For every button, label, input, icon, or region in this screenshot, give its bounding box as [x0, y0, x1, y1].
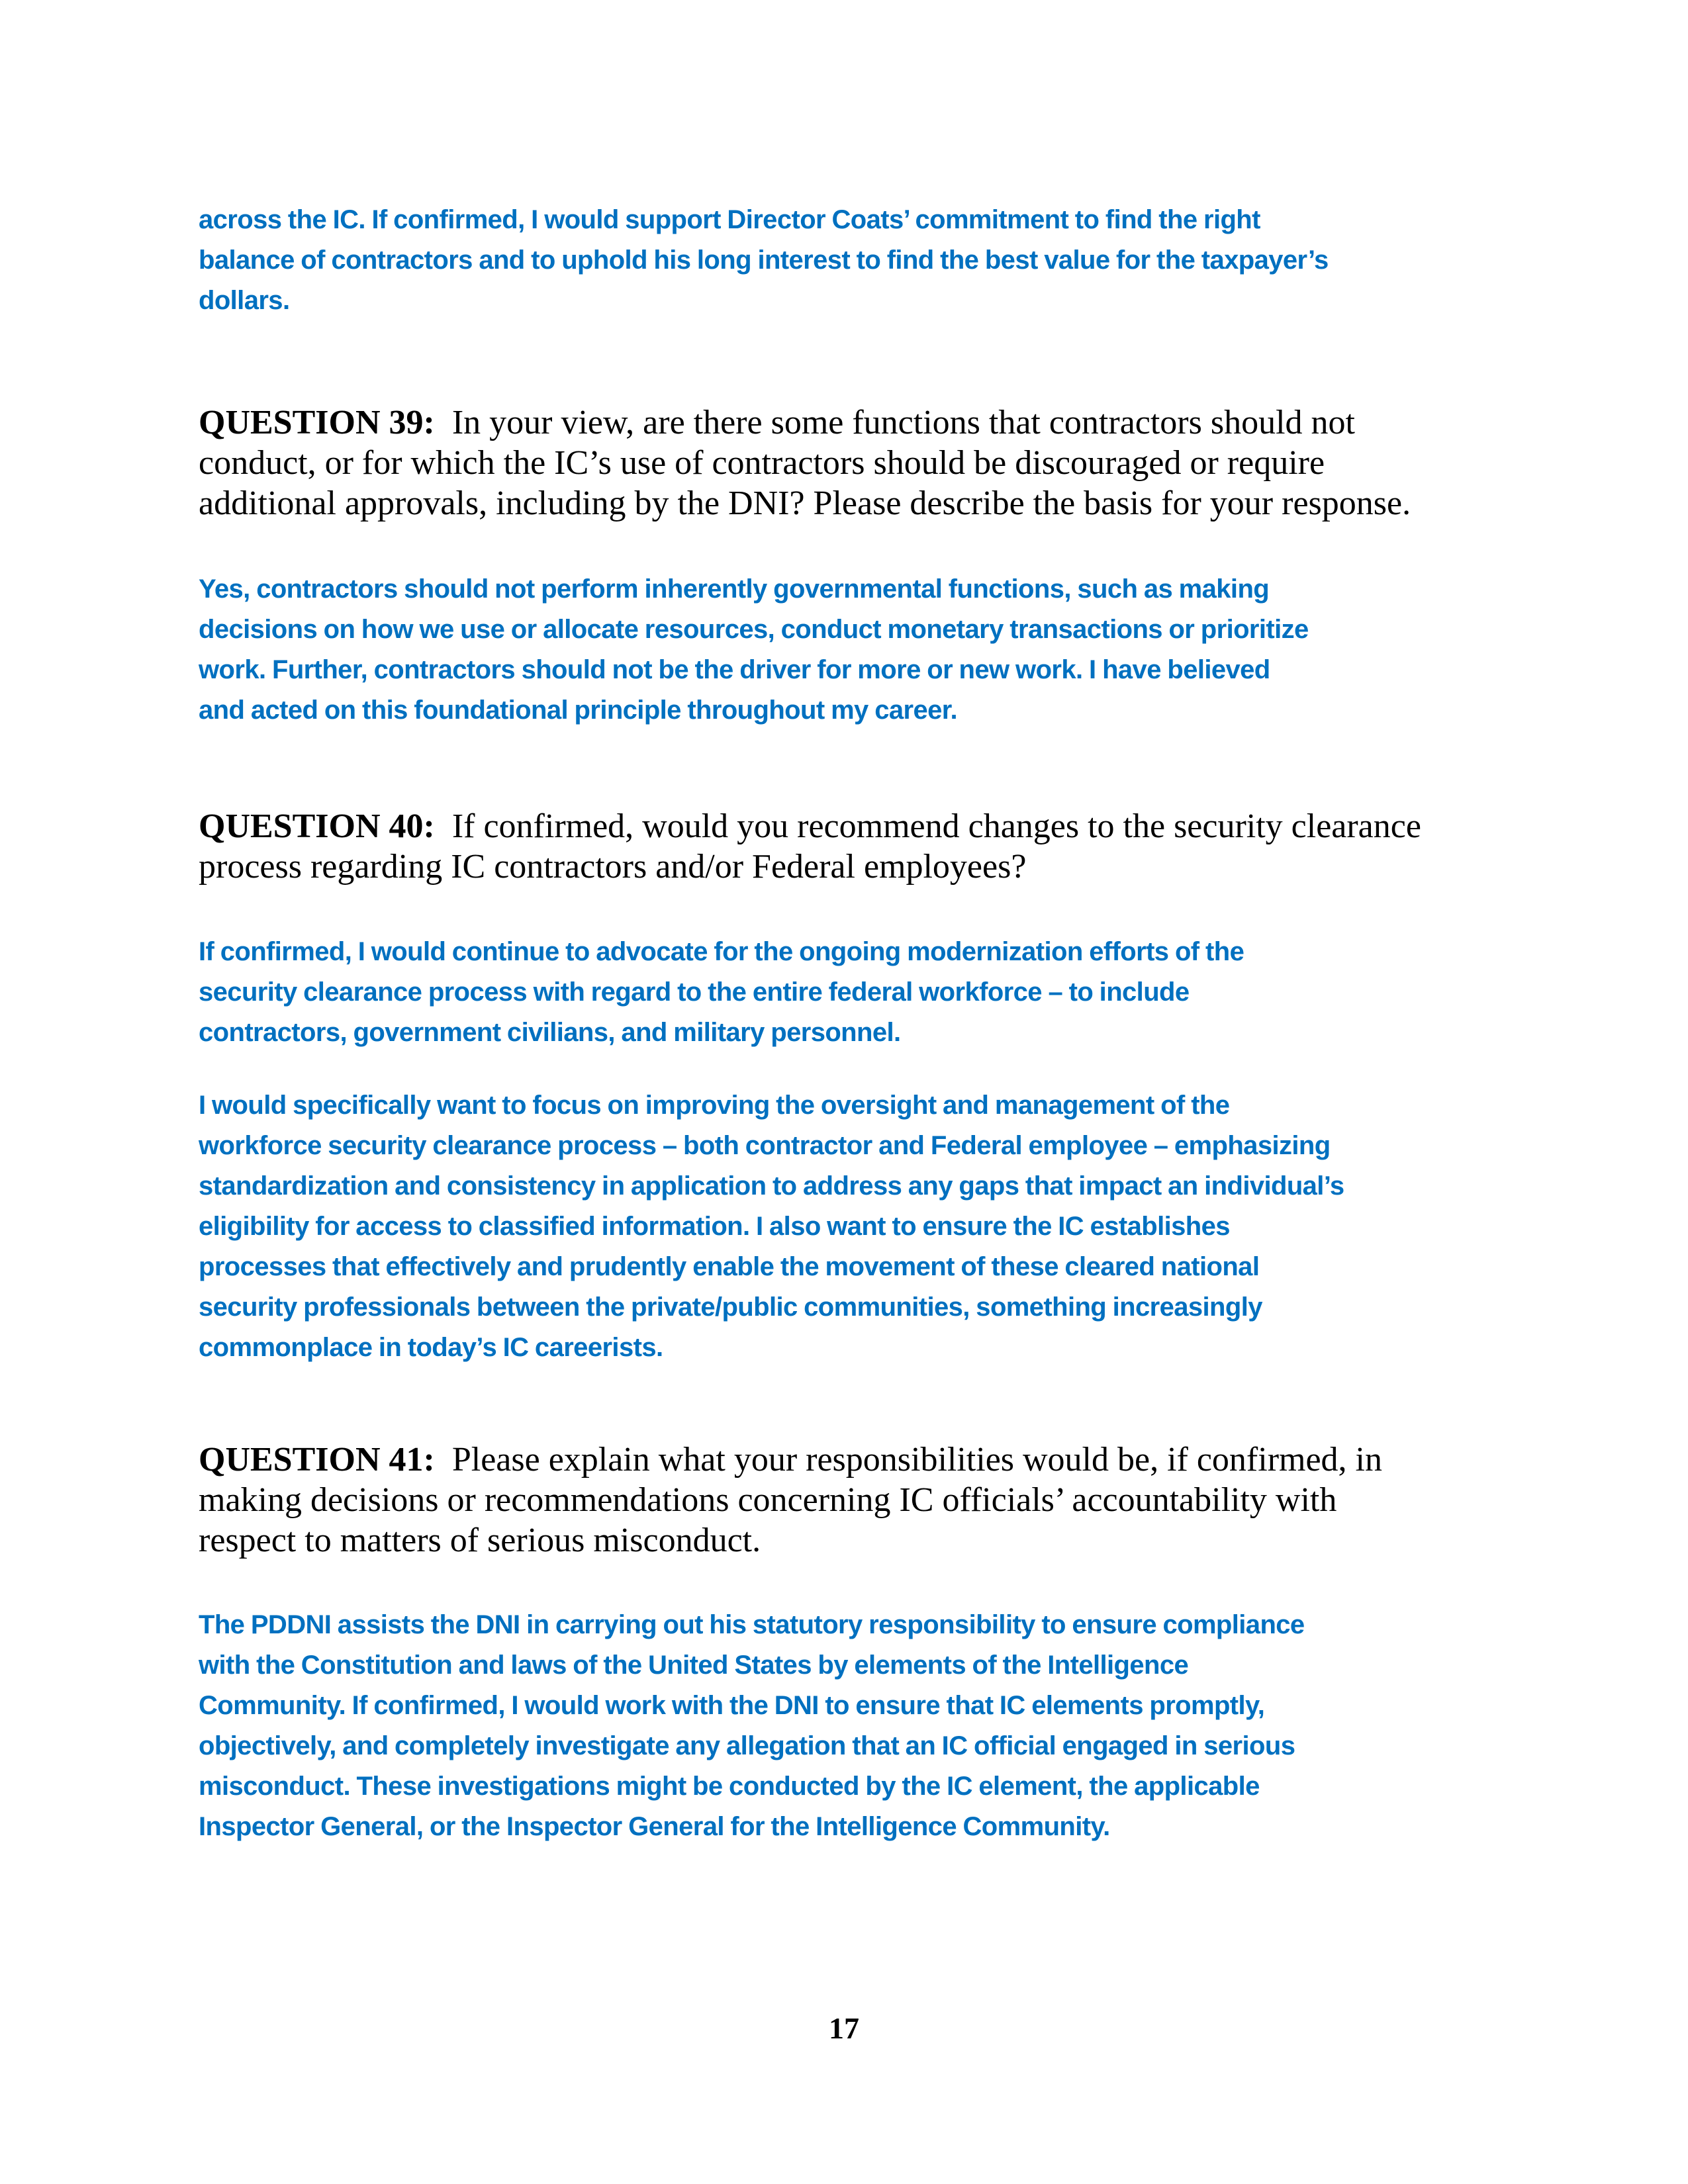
- answer-line: with the Constitution and laws of the United States by elements of the Intelligence: [199, 1651, 1189, 1680]
- answer-39: [199, 569, 1523, 731]
- answer-line: and acted on this foundational principle throughout my career.: [199, 696, 958, 725]
- question-line: In your view, are there some functions that contractors should not: [451, 404, 1355, 441]
- question-line: respect to matters of serious misconduct.: [199, 1522, 761, 1559]
- question-line: making decisions or recommendations concerning IC officials’ accountability with: [199, 1481, 1337, 1519]
- answer-line: I would specifically want to focus on improving the oversight and management of the: [199, 1091, 1230, 1120]
- question-line: conduct, or for which the IC’s use of contractors should be discouraged or require: [199, 444, 1325, 482]
- question-line: If confirmed, would you recommend changes to the security clearance: [451, 807, 1421, 845]
- answer-40-part-2: [199, 1085, 1523, 1368]
- answer-line: Community. If confirmed, I would work with the DNI to ensure that IC elements promptly,: [199, 1691, 1265, 1720]
- answer-line: decisions on how we use or allocate resources, conduct monetary transactions or prioritize: [199, 615, 1309, 644]
- question-40: [199, 806, 1523, 887]
- question-label: QUESTION 40:: [199, 807, 435, 845]
- question-line: Please explain what your responsibilities would be, if confirmed, in: [451, 1441, 1382, 1479]
- question-label: QUESTION 41:: [199, 1441, 435, 1479]
- answer-line: objectively, and completely investigate any allegation that an IC official engaged in serious: [199, 1731, 1295, 1760]
- answer-41: [199, 1605, 1523, 1847]
- answer-line: across the IC. If confirmed, I would support Director Coats’ commitment to find the right: [199, 205, 1260, 234]
- answer-line: The PDDNI assists the DNI in carrying out his statutory responsibility to ensure compliance: [199, 1610, 1305, 1639]
- question-39: [199, 402, 1523, 523]
- question-label: QUESTION 39:: [199, 404, 435, 441]
- answer-line: standardization and consistency in application to address any gaps that impact an individual’s: [199, 1171, 1344, 1201]
- answer-line: balance of contractors and to uphold his long interest to find the best value for the taxpayer’s: [199, 246, 1329, 275]
- question-line: additional approvals, including by the DNI? Please describe the basis for your response.: [199, 484, 1411, 522]
- answer-line: Inspector General, or the Inspector General for the Intelligence Community.: [199, 1812, 1110, 1841]
- page-number: 17: [829, 2011, 859, 2045]
- continued-answer: [199, 200, 1523, 321]
- answer-line: misconduct. These investigations might be conducted by the IC element, the applicable: [199, 1772, 1260, 1801]
- answer-line: contractors, government civilians, and military personnel.: [199, 1018, 901, 1047]
- answer-line: processes that effectively and prudently enable the movement of these cleared national: [199, 1252, 1260, 1281]
- answer-line: Yes, contractors should not perform inherently governmental functions, such as making: [199, 574, 1270, 604]
- answer-line: commonplace in today’s IC careerists.: [199, 1333, 663, 1362]
- answer-line: If confirmed, I would continue to advocate for the ongoing modernization efforts of the: [199, 937, 1244, 966]
- answer-line: eligibility for access to classified information. I also want to ensure the IC establishes: [199, 1212, 1230, 1241]
- question-line: process regarding IC contractors and/or Federal employees?: [199, 848, 1027, 886]
- answer-line: dollars.: [199, 286, 290, 315]
- answer-line: work. Further, contractors should not be the driver for more or new work. I have believed: [199, 655, 1270, 684]
- answer-line: workforce security clearance process – both contractor and Federal employee – emphasizing: [199, 1131, 1331, 1160]
- question-41: [199, 1439, 1523, 1561]
- answer-line: security professionals between the private/public communities, something increasingly: [199, 1293, 1262, 1322]
- answer-40-part-1: [199, 932, 1523, 1053]
- answer-line: security clearance process with regard to the entire federal workforce – to include: [199, 978, 1190, 1007]
